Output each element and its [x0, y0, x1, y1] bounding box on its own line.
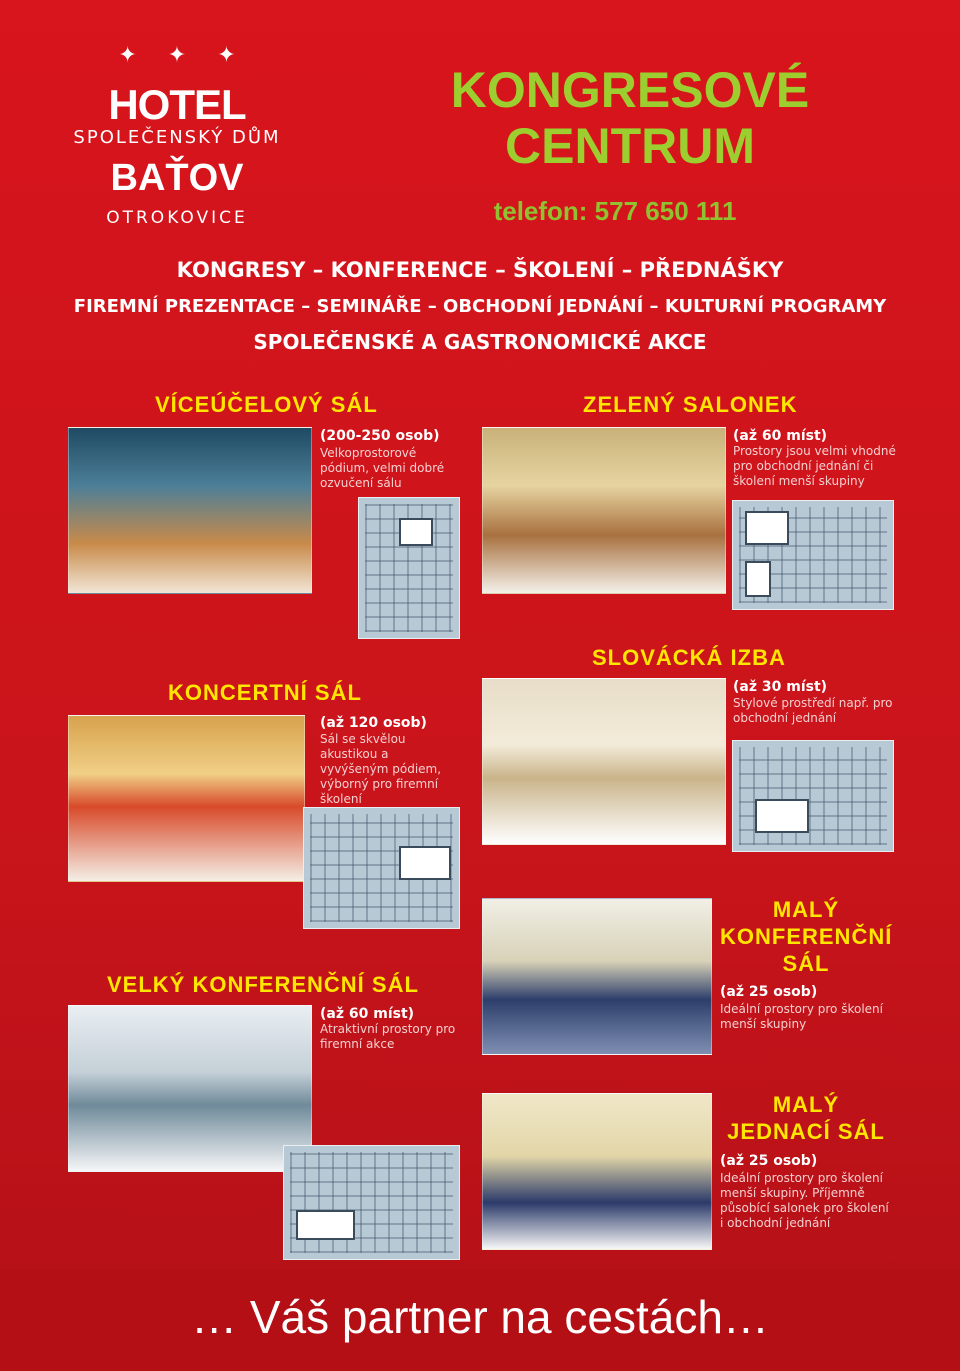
tagline-3: SPOLEČENSKÉ A GASTRONOMICKÉ AKCE	[253, 330, 707, 354]
floorplan-viceucelovy	[358, 497, 460, 639]
capacity-maly-jed: (až 25 osob)	[720, 1153, 818, 1169]
capacity-maly-konf: (až 25 osob)	[720, 984, 818, 1000]
description-slovacka: Stylové prostředí např. pro obchodní jednání	[733, 696, 893, 725]
phone-number: telefon: 577 650 111	[493, 196, 737, 226]
description-zeleny: Prostory jsou velmi vhodné pro obchodní jednání či školení menší skupiny	[733, 444, 896, 488]
capacity-slovacka: (až 30 míst)	[733, 679, 828, 695]
capacity-koncertni: (až 120 osob)	[320, 715, 427, 731]
capacity-zeleny: (až 60 míst)	[733, 428, 828, 444]
logo-city: OTROKOVICE	[106, 208, 248, 228]
section-title-maly-jed	[720, 1091, 892, 1145]
photo-zeleny	[482, 427, 726, 594]
logo-hotel: HOTEL	[108, 81, 246, 128]
floorplan-velky	[283, 1145, 460, 1260]
floorplan-slovacka	[732, 740, 894, 852]
section-title-maly-konf-l3: SÁL	[782, 951, 830, 976]
section-title-viceucelovy: VÍCEÚČELOVÝ SÁL	[155, 392, 378, 417]
photo-velky	[68, 1005, 312, 1172]
section-title-slovacka: SLOVÁCKÁ IZBA	[592, 645, 786, 670]
logo-stars: ✦ ✦ ✦	[118, 43, 248, 68]
description-maly-jed: Ideální prostory pro školení menší skupiny. Příjemně působící salonek pro školení i obchodní jednání	[720, 1171, 889, 1230]
logo-name: BAŤOV	[110, 157, 244, 199]
headline-line2: CENTRUM	[505, 118, 755, 174]
description-koncertni: Sál se skvělou akustikou a vyvýšeným pódiem, výborný pro firemní školení	[320, 732, 442, 806]
section-title-koncertni: KONCERTNÍ SÁL	[168, 680, 362, 705]
description-velky: Atraktivní prostory pro firemní akce	[320, 1022, 456, 1051]
capacity-velky: (až 60 míst)	[320, 1006, 415, 1022]
section-title-zeleny: ZELENÝ SALONEK	[583, 392, 798, 417]
section-title-maly-jed-l2: JEDNACÍ SÁL	[727, 1119, 885, 1144]
tagline-1: KONGRESY – KONFERENCE – ŠKOLENÍ – PŘEDNÁŠKY	[176, 258, 784, 282]
hotel-logo	[62, 42, 292, 230]
photo-maly-konf	[482, 898, 712, 1055]
description-maly-konf: Ideální prostory pro školení menší skupiny	[720, 1002, 883, 1031]
photo-viceucelovy	[68, 427, 312, 594]
headline-line1: KONGRESOVÉ	[450, 62, 810, 118]
tagline-2: FIREMNÍ PREZENTACE – SEMINÁŘE – OBCHODNÍ JEDNÁNÍ – KULTURNÍ PROGRAMY	[73, 296, 887, 317]
photo-slovacka	[482, 678, 726, 845]
section-title-maly-jed-l1: MALÝ	[772, 1092, 840, 1117]
section-title-maly-konf-l1: MALÝ	[772, 897, 840, 922]
photo-koncertni	[68, 715, 305, 882]
section-title-velky: VELKÝ KONFERENČNÍ SÁL	[107, 972, 419, 997]
footer-slogan: … Váš partner na cestách…	[191, 1291, 769, 1343]
headline	[430, 62, 830, 174]
capacity-viceucelovy: (200-250 osob)	[320, 428, 440, 444]
description-viceucelovy: Velkoprostorové pódium, velmi dobré ozvučení sálu	[320, 446, 445, 490]
section-title-maly-konf-l2: KONFERENČNÍ	[720, 924, 893, 949]
photo-maly-jed	[482, 1093, 712, 1250]
floorplan-koncertni	[303, 807, 460, 929]
section-title-maly-konf	[720, 896, 892, 977]
floorplan-zeleny	[732, 500, 894, 610]
logo-subtitle: SPOLEČENSKÝ DŮM	[73, 127, 281, 148]
